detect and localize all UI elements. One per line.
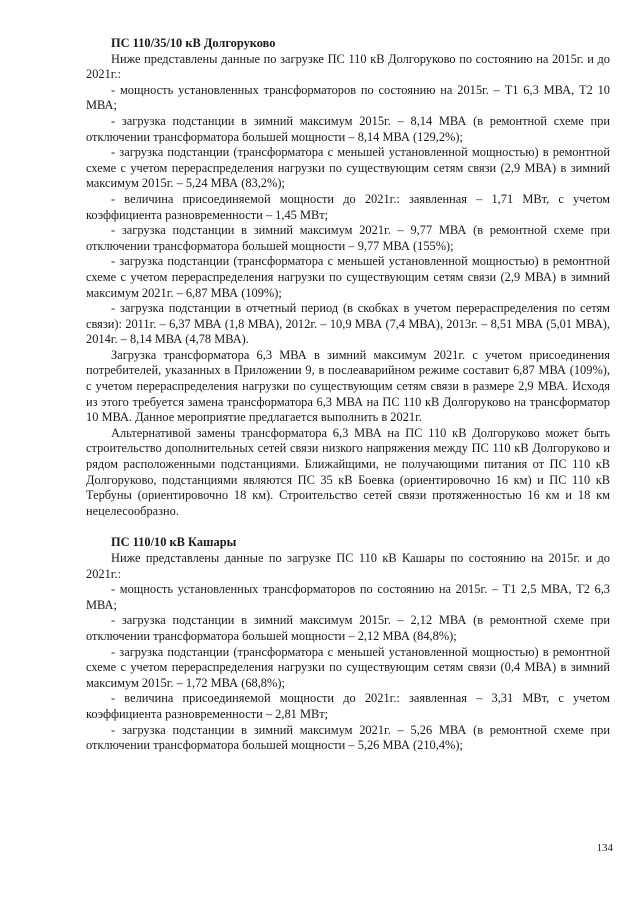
paragraph: Ниже представлены данные по загрузке ПС 110 кВ Кашары по состоянию на 2015г. и до 2021г.:: [86, 551, 610, 581]
section-title-dolgorukovo: ПС 110/35/10 кВ Долгоруково: [111, 36, 276, 50]
section-title-kashary: ПС 110/10 кВ Кашары: [111, 535, 237, 550]
paragraph: - загрузка подстанции (трансформатора с меньшей установленной мощностью) в ремонтной схеме с учетом перераспределения нагрузки по существующим сетям связи (2,9 МВА) в зимний максимум 2015г. – 5,24 МВА (83,2%);: [86, 145, 610, 191]
paragraph: - загрузка подстанции в отчетный период (в скобках в учетом перераспределения по сетям связи): 2011г. – 6,37 МВА (1,8 МВА), 2012г. – 10,9 МВА (7,4 МВА), 2013г. – 8,51 МВА (5,01 МВА), 2014г. – 8,14 МВА (4,78 МВА).: [86, 301, 610, 347]
paragraph: Альтернативой замены трансформатора 6,3 МВА на ПС 110 кВ Долгоруково может быть строительство дополнительных сетей связи низкого напряжения между ПС 110 кВ Долгоруково и рядом расположенными подстанциями. Ближайщими, не получающими питания от ПС 110 кВ Долгоруково, подстанциями являются ПС 35 кВ Боевка (ориентировочно 16 км) и ПС 110 кВ Тербуны (ориентировочно 18 км). Строительство сетей связи протяженностью 16 км и 18 км нецелесообразно.: [86, 425, 610, 518]
paragraph: - загрузка подстанции в зимний максимум 2015г. – 2,12 МВА (в ремонтной схеме при отключении трансформатора большей мощности – 2,12 МВА (84,8%);: [86, 613, 610, 643]
paragraph: - загрузка подстанции в зимний максимум 2021г. – 5,26 МВА (в ремонтной схеме при отключении трансформатора большей мощности – 5,26 МВА (210,4%);: [86, 722, 610, 753]
paragraph: Загрузка трансформатора 6,3 МВА в зимний максимум 2021г. с учетом присоединения потребителей, указанных в Приложении 9, в послеаварийном режиме составит 6,87 МВА (109%), с учетом перераспределения нагрузки по существующим сетям связи в размере 2,9 МВА. Исходя из этого требуется замена трансформатора 6,3 МВА на ПС 110 кВ Долгоруково на трансформатор 10 МВА. Данное мероприятие предлагается выполнить в 2021г.: [86, 347, 610, 425]
paragraph: - мощность установленных трансформаторов по состоянию на 2015г. – Т1 2,5 МВА, Т2 6,3 МВА;: [86, 582, 610, 612]
paragraph: - величина присоединяемой мощности до 2021г.: заявленная – 3,31 МВт, с учетом коэффициента разновременности – 2,81 МВт;: [86, 691, 610, 721]
paragraph: - величина присоединяемой мощности до 2021г.: заявленная – 1,71 МВт, с учетом коэффициента разновременности – 1,45 МВт;: [86, 191, 610, 222]
paragraph: - загрузка подстанции (трансформатора с меньшей установленной мощностью) в ремонтной схеме с учетом перераспределения нагрузки по существующим сетям связи (0,4 МВА) в зимний максимум 2015г. – 1,72 МВА (68,8%);: [86, 644, 610, 690]
paragraph: - загрузка подстанции в зимний максимум 2015г. – 8,14 МВА (в ремонтной схеме при отключении трансформатора большей мощности – 8,14 МВА (129,2%);: [86, 113, 610, 144]
paragraph: Ниже представлены данные по загрузке ПС 110 кВ Долгоруково по состоянию на 2015г. и до 2021г.:: [86, 51, 610, 82]
section-spacer: [86, 519, 610, 535]
page-number: 134: [596, 842, 613, 854]
page-content: [86, 36, 610, 754]
paragraph: - загрузка подстанции в зимний максимум 2021г. – 9,77 МВА (в ремонтной схеме при отключении трансформатора большей мощности – 9,77 МВА (155%);: [86, 223, 610, 253]
paragraph: - мощность установленных трансформаторов по состоянию на 2015г. – Т1 6,3 МВА, Т2 10 МВА;: [86, 82, 610, 113]
paragraph: - загрузка подстанции (трансформатора с меньшей установленной мощностью) в ремонтной схеме с учетом перераспределения нагрузки по существующим сетям связи (2,9 МВА) в зимний максимум 2021г. – 6,87 МВА (109%);: [86, 254, 610, 300]
